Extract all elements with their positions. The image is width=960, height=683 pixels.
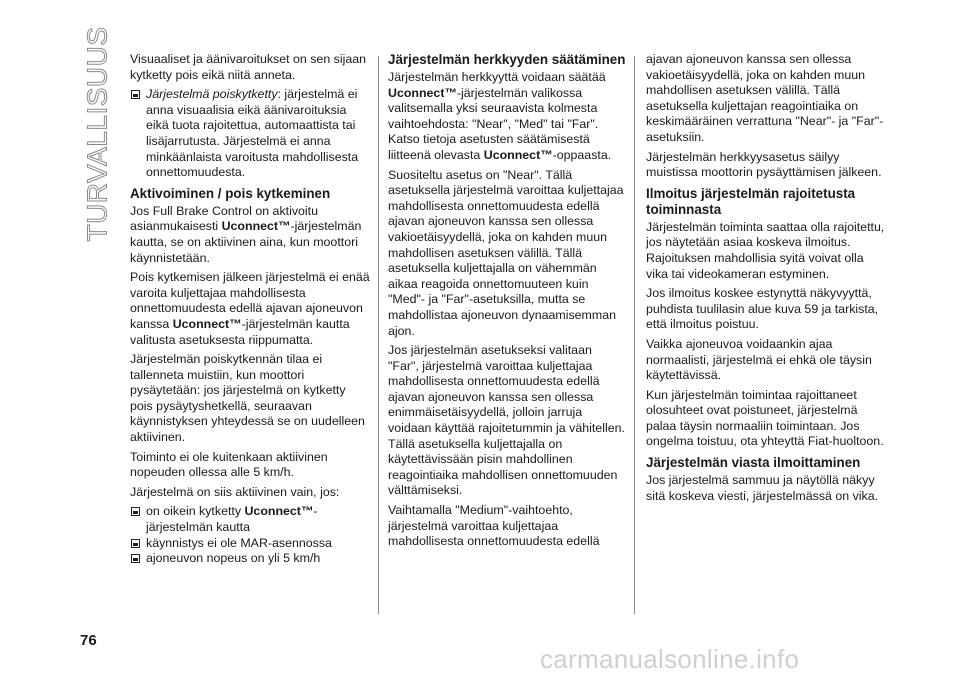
bullet-box-icon — [131, 554, 140, 563]
text-run: -järjestelmän kautta, se on aktiivinen aina, kun moottori käynnistetään. — [130, 219, 362, 265]
paragraph: Jos järjestelmän asetukseksi valitaan "Far", järjestelmä varoittaa kuljettajaa mahdollisesta onnettomuudesta edellä ajavan ajoneuvon kanssa sen ollessa enimmäisetäisyydellä, jolloin jarruja voidaan käyttää rajoitetummin ja vähitellen. Tällä asetuksella kuljettajalla on käytettävissään pisin mahdollinen reagointiaika mahdollisen onnettomuuden välttämiseksi. — [388, 343, 625, 498]
paragraph — [388, 70, 626, 164]
list-item — [130, 87, 370, 181]
column-divider — [378, 56, 379, 614]
paragraph: Vaikka ajoneuvoa voidaankin ajaa normaalisti, järjestelmä ei ehkä ole täysin käytettävissä. — [646, 336, 872, 383]
text-run: Jos Full Brake Control on aktivoitu asianmukaisesti — [130, 203, 319, 234]
text-run: -järjestelmän kautta valitusta asetuksesta riippumatta. — [130, 316, 350, 347]
bullet-box-icon — [131, 539, 140, 548]
column-left — [130, 52, 370, 567]
page-number: 76 — [80, 632, 97, 649]
column-divider — [634, 56, 635, 614]
heading-activation: Aktivoiminen / pois kytkeminen — [130, 185, 331, 201]
paragraph: Järjestelmän herkkyysasetus säilyy muistissa moottorin pysäyttämisen jälkeen. — [646, 149, 882, 180]
text-run: -oppaasta. — [552, 147, 612, 162]
section-label: TURVALLISUUS — [82, 26, 113, 242]
list-item — [130, 536, 370, 552]
bullet-box-icon — [131, 507, 140, 516]
list-item-text: ajoneuvon nopeus on yli 5 km/h — [146, 551, 321, 566]
text-run: Pois kytkemisen jälkeen järjestelmä ei enää varoita kuljettajaa mahdollisesta onnettomuudesta edellä ajavan ajoneuvon kanssa — [130, 270, 370, 331]
brand-name: Uconnect™ — [221, 219, 291, 234]
paragraph: Järjestelmä on siis aktiivinen vain, jos: — [130, 484, 340, 499]
brand-name: Uconnect™ — [244, 504, 314, 519]
emphasis-term: Järjestelmä poiskytketty — [146, 87, 278, 102]
paragraph: ajavan ajoneuvon kanssa sen ollessa vakioetäisyydellä, joka on kahden muun mahdollisen asetuksen välillä. Tällä asetuksella kuljettajan reagointiaika on keskimääräinen verrattuna "Near"- ja "Far"-asetuksiin. — [646, 52, 884, 144]
list-item — [130, 504, 370, 535]
paragraph: Jos järjestelmä sammuu ja näytöllä näkyy sitä koskeva viesti, järjestelmässä on vika. — [646, 473, 879, 503]
list-item-text — [146, 504, 370, 535]
paragraph: Jos ilmoitus koskee estynyttä näkyvyyttä, puhdista tuulilasin alue kuva 59 ja tarkista, että ilmoitus poistuu. — [646, 286, 879, 332]
brand-name: Uconnect™ — [483, 147, 553, 162]
list-item-text: käynnistys ei ole MAR-asennossa — [146, 535, 332, 550]
heading-fault: Järjestelmän viasta ilmoittaminen — [646, 455, 861, 471]
bullet-box-icon — [131, 90, 140, 99]
brand-name: Uconnect™ — [172, 316, 242, 331]
paragraph — [130, 270, 370, 348]
paragraph: Kun järjestelmän toimintaa rajoittaneet olosuhteet ovat poistuneet, järjestelmä palaa täysin normaaliin toimintaan. Jos ongelma toistuu, ota yhteyttä Fiat-huoltoon. — [646, 387, 884, 449]
column-middle — [388, 52, 626, 554]
watermark: carmanualsonline.info — [540, 644, 800, 674]
column-right — [646, 52, 886, 508]
list-item — [130, 551, 370, 567]
brand-name: Uconnect™ — [388, 85, 457, 100]
list-item-text — [146, 87, 370, 181]
paragraph: Järjestelmän toiminta saattaa olla rajoitettu, jos näytetään asiaa koskeva ilmoitus. Rajoituksen mahdollisia syitä voivat olla vika tai videokameran estyminen. — [646, 219, 885, 281]
text-run: on oikein kytketty — [146, 504, 245, 519]
heading-sensitivity: Järjestelmän herkkyyden säätäminen — [388, 52, 626, 67]
paragraph: Vaihtamalla "Medium"-vaihtoehto, järjestelmä varoittaa kuljettajaa mahdollisesta onnettomuudesta edellä — [388, 503, 600, 549]
paragraph: Visuaaliset ja äänivaroitukset on sen sijaan kytketty pois eikä niitä anneta. — [130, 52, 367, 82]
text-run: -järjestelmän valikossa valitsemalla yksi seuraavista kolmesta vaihtoehdosta: "Near", "Med" tai "Far". Katso tietoja asetusten säätämisestä liitteenä olevasta — [388, 85, 599, 162]
text-run: -järjestelmän kautta — [146, 504, 318, 535]
heading-limited-function: Ilmoitus järjestelmän rajoitetusta toiminnasta — [646, 185, 856, 217]
section-side-tab — [82, 26, 114, 242]
paragraph — [130, 204, 370, 266]
text-run: Järjestelmän herkkyyttä voidaan säätää — [388, 70, 606, 84]
paragraph: Järjestelmän poiskytkennän tilaa ei tallenneta muistiin, kun moottori pysäytetään: jos järjestelmä on kytketty pois pysäytyshetkellä, seuraavan käynnistyksen yhteydessä se on uudelleen aktiivinen. — [130, 352, 365, 445]
paragraph: Suositeltu asetus on "Near". Tällä asetuksella järjestelmä varoittaa kuljettajaa mahdollisesta onnettomuudesta edellä ajavan ajoneuvon kanssa sen ollessa vakioetäisyydellä, joka on kahden muun mahdollisen asetuksen välillä. Tällä asetuksella kuljettajalla on vähemmän aikaa reagoida onnettomuuteen kuin "Med"- ja "Far"-asetuksilla, mutta se mahdollistaa ajoneuvon dynaamisemman ajon. — [388, 167, 624, 338]
paragraph: Toiminto ei ole kuitenkaan aktiivinen nopeuden ollessa alle 5 km/h. — [130, 449, 328, 480]
list-item-rest: : järjestelmä ei anna visuaalisia eikä äänivaroituksia eikä tuota rajoitettua, automaattista tai lisäjarrutusta. Järjestelmä ei anna minkäänlaista varoitusta mahdollisesta onnettomuudesta. — [146, 87, 359, 180]
